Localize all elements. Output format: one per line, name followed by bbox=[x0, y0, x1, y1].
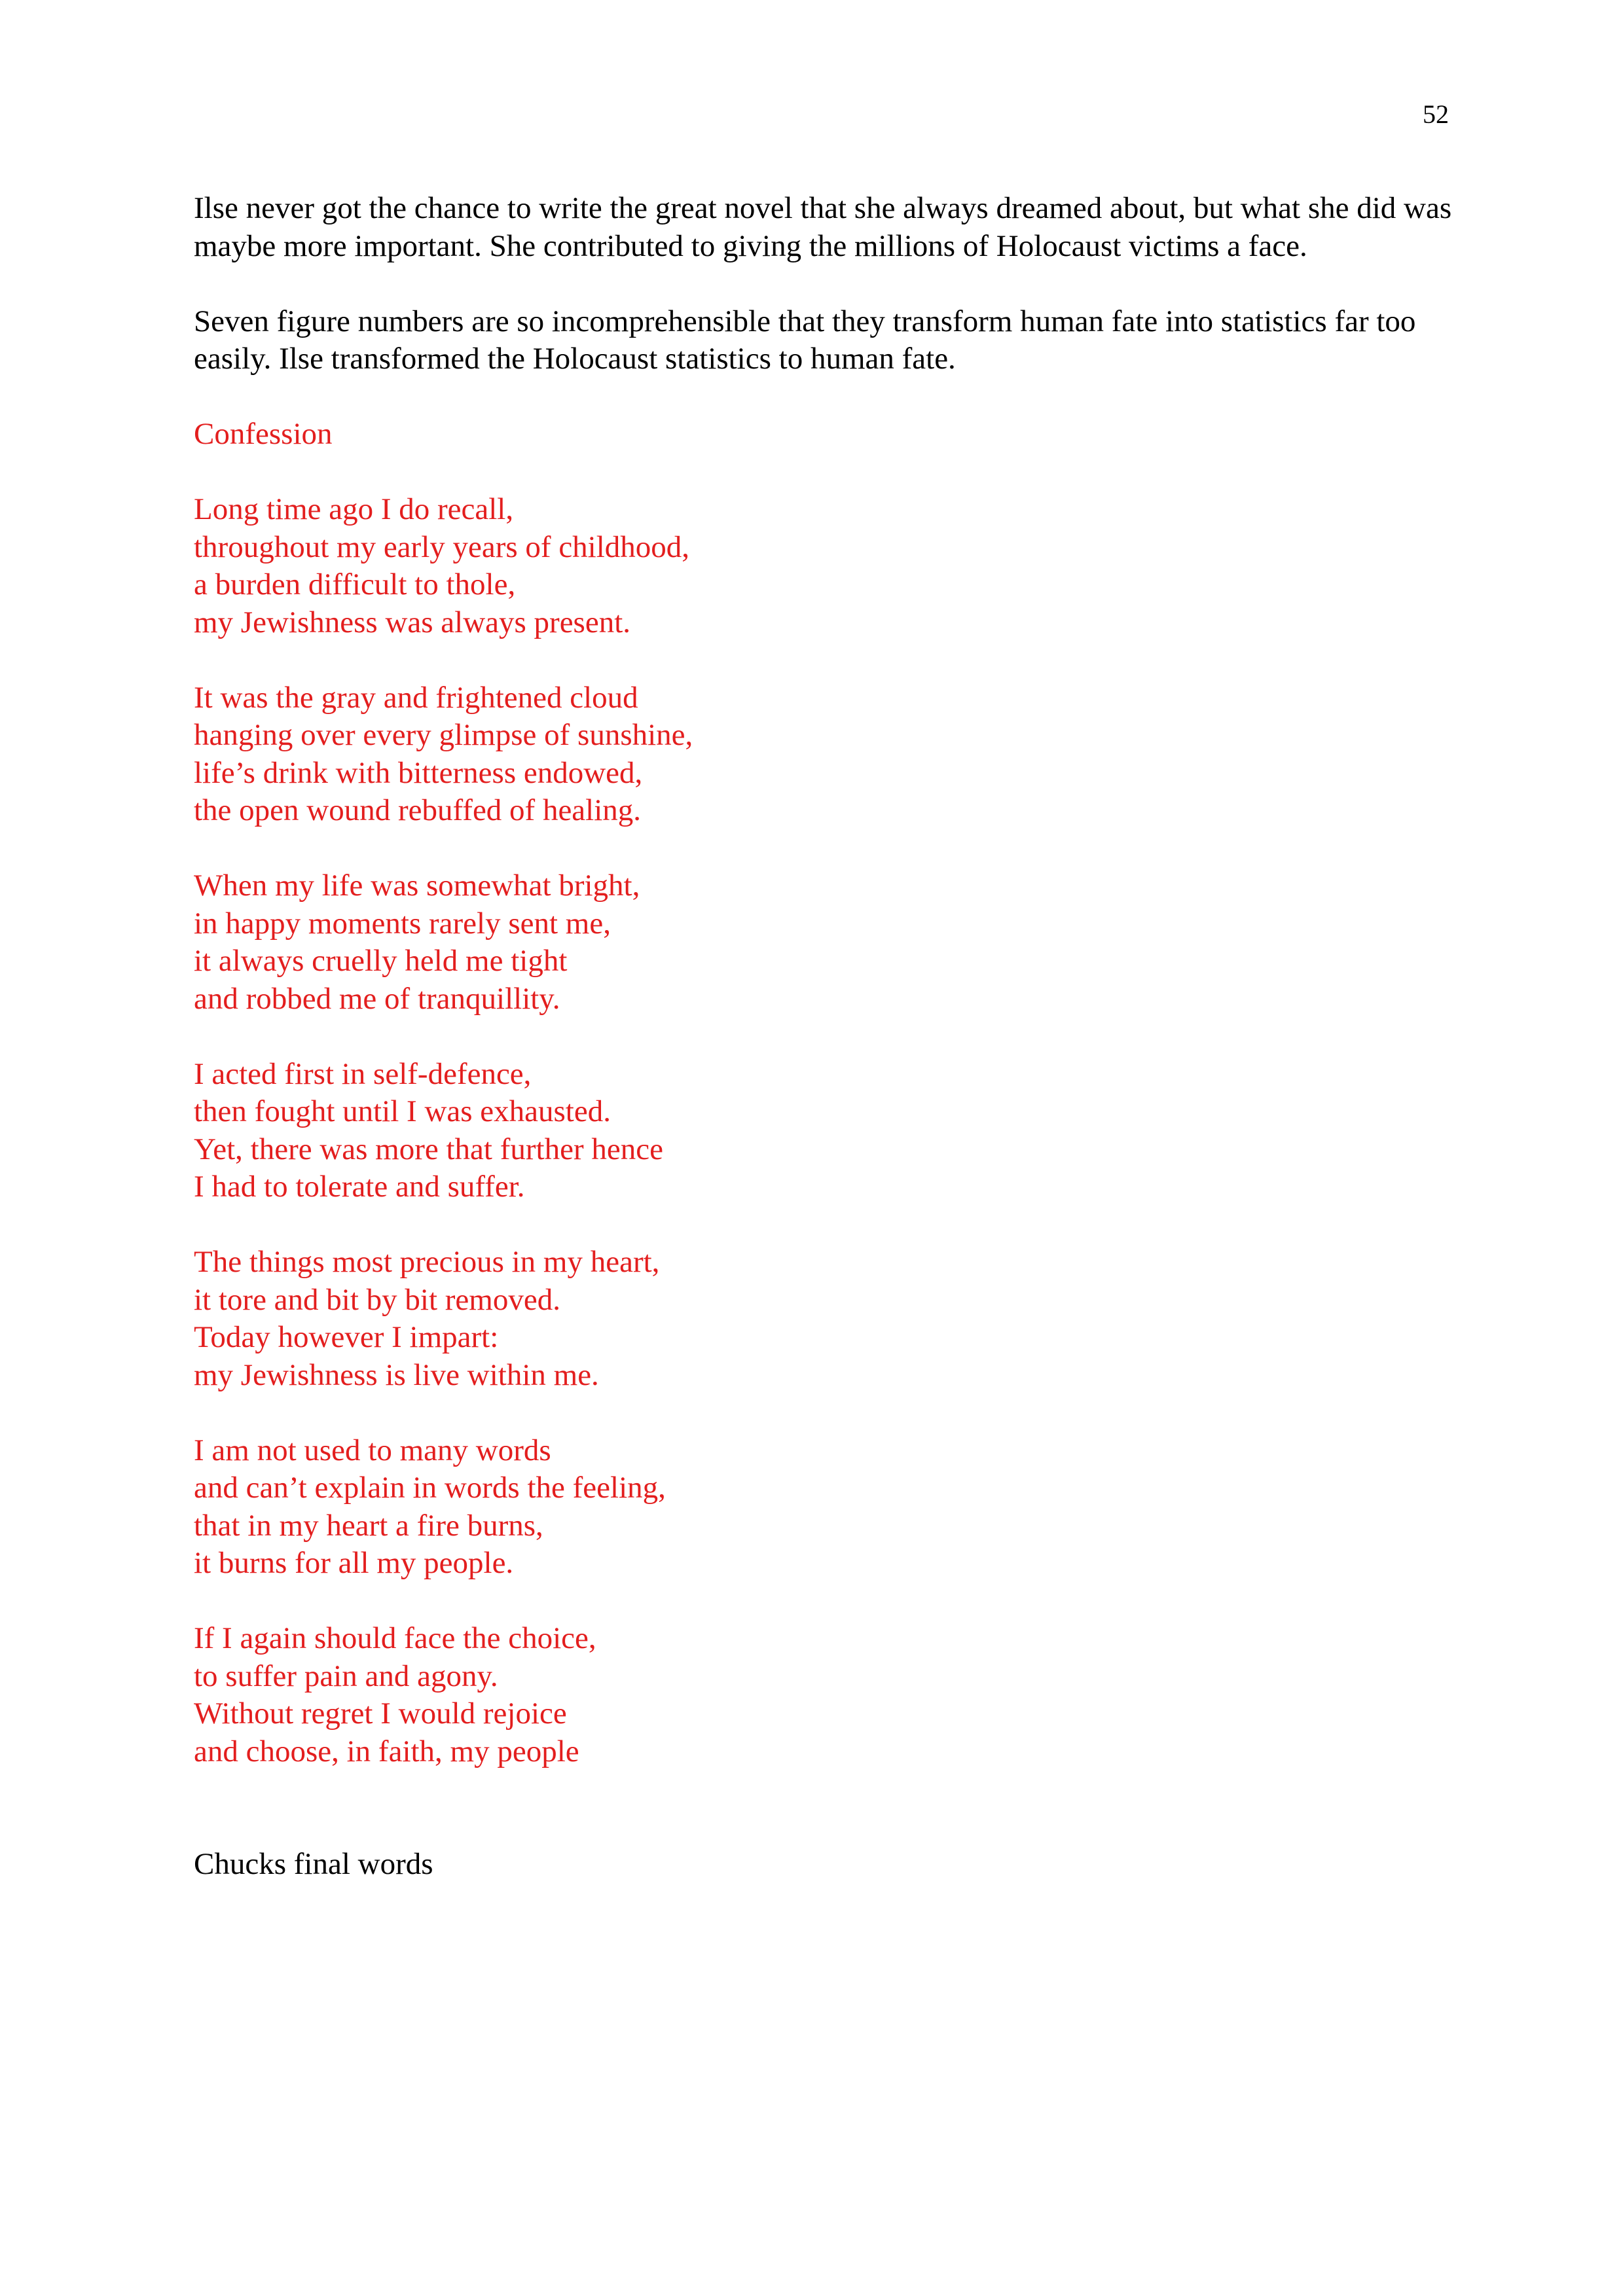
poem-line: in happy moments rarely sent me, bbox=[194, 906, 611, 941]
poem-line: then fought until I was exhausted. bbox=[194, 1094, 611, 1128]
poem-line: and choose, in faith, my people bbox=[194, 1734, 579, 1768]
page-number: 52 bbox=[1423, 99, 1449, 129]
poem-line: that in my heart a fire burns, bbox=[194, 1508, 543, 1543]
poem-line: and robbed me of tranquillity. bbox=[194, 981, 560, 1016]
poem-stanza bbox=[194, 679, 1470, 830]
poem-line: I acted first in self-defence, bbox=[194, 1056, 532, 1091]
poem-line: my Jewishness was always present. bbox=[194, 605, 631, 639]
poem-line: When my life was somewhat bright, bbox=[194, 869, 640, 903]
poem-line: Long time ago I do recall, bbox=[194, 492, 514, 526]
poem-line: it always cruelly held me tight bbox=[194, 944, 568, 978]
poem-line: If I again should face the choice, bbox=[194, 1621, 596, 1655]
page-content bbox=[194, 190, 1470, 1921]
poem-line: the open wound rebuffed of healing. bbox=[194, 793, 642, 827]
poem-stanza bbox=[194, 1056, 1470, 1206]
intro-paragraph: Seven figure numbers are so incomprehensible that they transform human fate into statistics far too easily. Ilse transformed the Holocaust statistics to human fate. bbox=[194, 304, 1416, 376]
poem-stanza bbox=[194, 1432, 1470, 1583]
poem-line: life’s drink with bitterness endowed, bbox=[194, 755, 643, 790]
poem-stanza bbox=[194, 1244, 1470, 1394]
poem-line: The things most precious in my heart, bbox=[194, 1245, 660, 1279]
poem-line: my Jewishness is live within me. bbox=[194, 1357, 599, 1392]
poem-line: Without regret I would rejoice bbox=[194, 1696, 567, 1731]
poem-line: to suffer pain and agony. bbox=[194, 1659, 498, 1693]
poem-line: Yet, there was more that further hence bbox=[194, 1132, 663, 1166]
poem-line: it tore and bit by bit removed. bbox=[194, 1282, 560, 1317]
poem-line: Today however I impart: bbox=[194, 1320, 499, 1354]
poem bbox=[194, 491, 1470, 1770]
poem-line: It was the gray and frightened cloud bbox=[194, 680, 638, 715]
poem-stanza bbox=[194, 1620, 1470, 1770]
poem-line: a burden difficult to thole, bbox=[194, 567, 516, 601]
poem-line: hanging over every glimpse of sunshine, bbox=[194, 718, 693, 752]
poem-line: I am not used to many words bbox=[194, 1433, 551, 1467]
poem-line: I had to tolerate and suffer. bbox=[194, 1170, 525, 1204]
intro-paragraph: Ilse never got the chance to write the great novel that she always dreamed about, but what she did was maybe more important. She contributed to giving the millions of Holocaust victims a face. bbox=[194, 191, 1452, 263]
poem-line: it burns for all my people. bbox=[194, 1546, 514, 1580]
poem-stanza bbox=[194, 867, 1470, 1018]
poem-stanza bbox=[194, 491, 1470, 641]
poem-line: and can’t explain in words the feeling, bbox=[194, 1471, 666, 1505]
poem-line: throughout my early years of childhood, bbox=[194, 529, 690, 564]
poem-title: Confession bbox=[194, 417, 333, 451]
closing-heading: Chucks final words bbox=[194, 1847, 433, 1881]
